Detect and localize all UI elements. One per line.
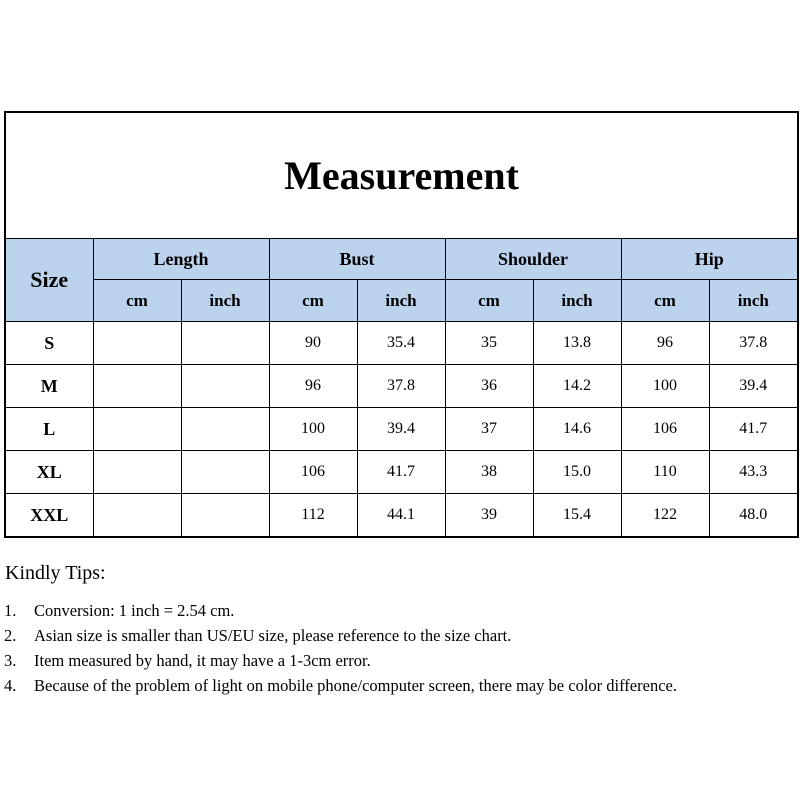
length-inch-cell [181,365,269,408]
shoulder-inch-cell: 14.6 [533,408,621,451]
list-item-number: 1. [4,601,17,620]
unit-header: cm [269,280,357,322]
header-row-groups [5,239,798,280]
shoulder-cm-cell: 39 [445,494,533,538]
list-item-text: Conversion: 1 inch = 2.54 cm. [34,601,235,620]
length-cm-cell [93,365,181,408]
hip-cm-cell: 110 [621,451,709,494]
length-cm-cell [93,408,181,451]
length-inch-cell [181,494,269,538]
table-row [5,408,798,451]
table-row [5,494,798,538]
group-header-length: Length [93,239,269,280]
unit-header: inch [357,280,445,322]
group-header-hip: Hip [621,239,798,280]
unit-header: cm [621,280,709,322]
table-row [5,322,798,365]
group-header-bust: Bust [269,239,445,280]
shoulder-inch-cell: 15.0 [533,451,621,494]
shoulder-cm-cell: 35 [445,322,533,365]
shoulder-cm-cell: 37 [445,408,533,451]
tips-list [4,598,794,698]
size-chart-table [4,111,799,538]
size-cell: L [5,408,93,451]
unit-header: cm [445,280,533,322]
hip-inch-cell: 37.8 [709,322,798,365]
size-cell: M [5,365,93,408]
bust-cm-cell: 100 [269,408,357,451]
shoulder-cm-cell: 36 [445,365,533,408]
list-item [4,673,794,698]
list-item-number: 2. [4,626,17,645]
hip-cm-cell: 106 [621,408,709,451]
length-inch-cell [181,408,269,451]
unit-header: cm [93,280,181,322]
bust-inch-cell: 37.8 [357,365,445,408]
hip-cm-cell: 100 [621,365,709,408]
header-row-units [5,280,798,322]
bust-inch-cell: 39.4 [357,408,445,451]
list-item-text: Because of the problem of light on mobile phone/computer screen, there may be color difference. [34,676,677,695]
length-cm-cell [93,451,181,494]
unit-header: inch [533,280,621,322]
hip-inch-cell: 41.7 [709,408,798,451]
list-item [4,623,794,648]
shoulder-inch-cell: 13.8 [533,322,621,365]
unit-header: inch [709,280,798,322]
table-row [5,365,798,408]
shoulder-inch-cell: 15.4 [533,494,621,538]
size-cell: XXL [5,494,93,538]
tips-title: Kindly Tips: [5,562,106,584]
shoulder-inch-cell: 14.2 [533,365,621,408]
unit-header: inch [181,280,269,322]
length-cm-cell [93,322,181,365]
size-cell: S [5,322,93,365]
hip-inch-cell: 48.0 [709,494,798,538]
table-title: Measurement [5,112,798,239]
list-item-number: 3. [4,651,17,670]
length-inch-cell [181,451,269,494]
hip-inch-cell: 43.3 [709,451,798,494]
length-inch-cell [181,322,269,365]
list-item [4,648,794,673]
bust-cm-cell: 112 [269,494,357,538]
hip-cm-cell: 96 [621,322,709,365]
bust-inch-cell: 44.1 [357,494,445,538]
bust-inch-cell: 35.4 [357,322,445,365]
list-item-number: 4. [4,676,17,695]
length-cm-cell [93,494,181,538]
list-item-text: Item measured by hand, it may have a 1-3cm error. [34,651,371,670]
table-row [5,451,798,494]
hip-inch-cell: 39.4 [709,365,798,408]
shoulder-cm-cell: 38 [445,451,533,494]
hip-cm-cell: 122 [621,494,709,538]
bust-cm-cell: 96 [269,365,357,408]
list-item [4,598,794,623]
bust-cm-cell: 106 [269,451,357,494]
bust-cm-cell: 90 [269,322,357,365]
list-item-text: Asian size is smaller than US/EU size, please reference to the size chart. [34,626,512,645]
group-header-shoulder: Shoulder [445,239,621,280]
size-header: Size [5,239,93,322]
bust-inch-cell: 41.7 [357,451,445,494]
size-cell: XL [5,451,93,494]
